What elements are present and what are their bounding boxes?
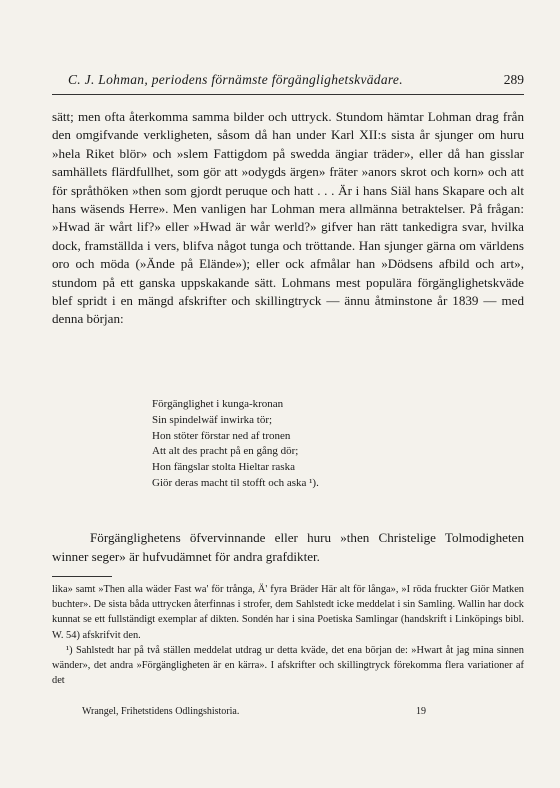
verse-line: Sin spindelwäf inwirka tör;	[152, 413, 273, 426]
running-title: C. J. Lohman, periodens förnämste förgänglighetskvädare.	[68, 72, 403, 87]
footnote-divider	[52, 576, 112, 577]
main-text	[52, 108, 524, 329]
verse-line: Giör deras macht til stofft och aska ¹).	[152, 476, 319, 489]
signature-title: Wrangel, Frihetstidens Odlingshistoria.	[82, 706, 240, 717]
footnote-continued: lika» samt »Then alla wäder Fast wa' för trånga, Ä' fyra Bräder Här alt för långa», »I röda fruckter Giör Matken buchter». De sista båda uttrycken återfinnas i strofer, dem Sahlstedt icke meddelat i sin Samling. Wallin har dock kunnat se ett fullständigt exemplar af dikten. Sondén har i sina Poetiska Samlingar (handskrift i Linköpings bibl. W. 54) afskrifvit den.	[52, 584, 524, 641]
page-number: 289	[503, 72, 524, 87]
verse-line: Hon stöter förstar ned af tronen	[152, 429, 291, 442]
running-header	[52, 72, 524, 95]
paragraph-1: sätt; men ofta återkomma samma bilder och uttryck. Stundom hämtar Lohman drag från den omgifvande verkligheten, såsom då han under Karl XII:s sista år sjunger om huru »hela Riket blör» och »slem Fattigdom på swedda ängiar träder», eller då han gisslar samhällets flärdfullhet, som gör att »odygds ärgen» fräter »anors skrot och korn» och att för språthöken »then som gjordt peruque och hatt . . . Är i hans Siäl hans Skapare och alt hans wäsends Herre». Men vanligen har Lohman mera allmänna betraktelser. På frågan: »Hwad är wårt lif?» eller »Hwad är wår werld?» gifver han rätt tankedigra svar, hvilka dock, framställda i vers, blifva något tunga och tröttande. Han sjunger gärna om världens oro och möda (»Ände på Elände»); eller ock afmålar han »Dödsens afbild och art», stundom på ett ganska uppskakande sätt. Lohmans mest populära förgänglighetskväde blef spridt i en mängd afskrifter och skillingtryck — ännu åtminstone år 1839 — med denna början:	[52, 109, 524, 327]
footnote-1: ¹) Sahlstedt har på två ställen meddelat utdrag ur detta kväde, det ena början de: »Hwart åt jag mina sinnen wänder», det andra »Förgängligheten är en kärra». I afskrifter och skillingtryck förekomma flera variationer af det	[52, 644, 524, 687]
signature-number: 19	[416, 706, 426, 717]
paragraph-2: Förgänglighetens öfvervinnande eller huru »then Christelige Tolmodigheten winner seger» är hufvudämnet för andra grafdikter.	[52, 530, 524, 565]
footnotes	[52, 582, 524, 688]
verse-line: Att alt des pracht på en gång dör;	[152, 445, 299, 458]
verse-quote	[152, 397, 472, 492]
verse-line: Förgänglighet i kunga-kronan	[152, 398, 284, 410]
verse-line: Hon fängslar stolta Hieltar raska	[152, 461, 295, 474]
